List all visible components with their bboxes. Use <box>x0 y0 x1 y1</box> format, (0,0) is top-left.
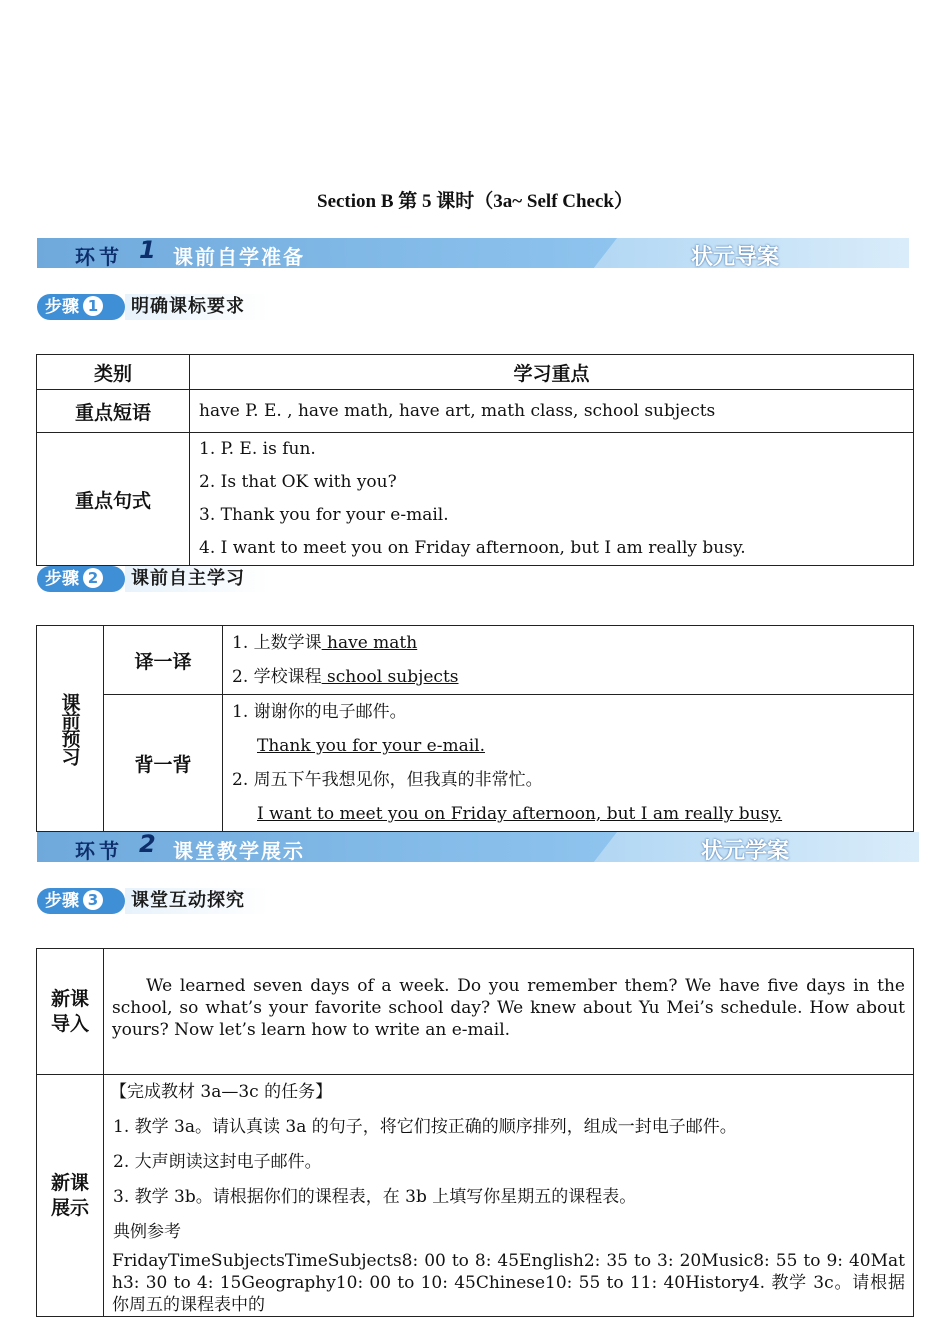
recite-label: 背一背 <box>104 695 223 832</box>
banner-brand: 状元学案 <box>700 839 789 864</box>
sentence-item: 1. P. E. is fun. <box>199 439 316 459</box>
step-label-2 <box>37 566 269 592</box>
intro-label-cell <box>37 949 104 1075</box>
step-pill-text: 步骤 <box>45 891 79 911</box>
table-header-focus: 学习重点 <box>190 355 914 390</box>
sentence-item: 4. I want to meet you on Friday afternoon, but I am really busy. <box>199 538 746 558</box>
step-title: 明确课标要求 <box>125 294 269 320</box>
banner-section-label: 环节 <box>75 839 123 863</box>
step-number: 3 <box>83 890 103 910</box>
show-line: 典例参考 <box>113 1222 181 1242</box>
classroom-table <box>36 948 914 1317</box>
step-pill-text: 步骤 <box>45 297 79 317</box>
show-label: 新课展示 <box>50 1171 89 1219</box>
sentences-cell <box>190 433 914 566</box>
intro-cell <box>104 949 914 1075</box>
step-pill-text: 步骤 <box>45 569 79 589</box>
show-label-cell <box>37 1075 104 1317</box>
section-banner-1 <box>37 238 909 268</box>
translate-cell <box>223 626 914 695</box>
recite-answer: I want to meet you on Friday afternoon, but I am really busy. <box>257 804 783 824</box>
recite-prompt: 1. 谢谢你的电子邮件。 <box>232 702 407 722</box>
step-number: 2 <box>83 568 103 588</box>
step-label-1 <box>37 294 269 320</box>
banner-section-label: 环节 <box>75 245 123 269</box>
recite-cell <box>223 695 914 832</box>
translate-answer: school subjects <box>321 667 459 687</box>
translate-prompt: 2. 学校课程 <box>232 667 322 687</box>
step-title: 课前自主学习 <box>125 566 269 592</box>
phrases-label: 重点短语 <box>37 390 190 433</box>
banner-number: 2 <box>139 830 156 858</box>
banner-number: 1 <box>139 236 156 264</box>
sentence-item: 2. Is that OK with you? <box>199 472 397 492</box>
preview-side-label: 课前预习 <box>58 692 81 765</box>
phrases-cell <box>190 390 914 433</box>
intro-text: We learned seven days of a week. Do you remember them? We have five days in the school, so what’s your favorite school day? We knew about Yu Mei’s schedule. How about yours? Now let’s learn how to write an e-mail. <box>112 976 905 1040</box>
show-line: 2. 大声朗读这封电子邮件。 <box>113 1152 322 1172</box>
sentence-item: 3. Thank you for your e-mail. <box>199 505 449 525</box>
translate-answer: have math <box>321 633 418 653</box>
translate-label: 译一译 <box>104 626 223 695</box>
preview-side-cell <box>37 626 104 832</box>
table-header-category: 类别 <box>37 355 190 390</box>
key-points-table <box>36 354 914 566</box>
step-title: 课堂互动探究 <box>125 888 269 914</box>
recite-prompt: 2. 周五下午我想见你，但我真的非常忙。 <box>232 770 543 790</box>
show-line: 1. 教学 3a。请认真读 3a 的句子，将它们按正确的顺序排列，组成一封电子邮件。 <box>113 1117 737 1137</box>
banner-brand: 状元导案 <box>690 245 779 270</box>
recite-answer: Thank you for your e-mail. <box>257 736 485 756</box>
intro-label: 新课导入 <box>50 987 89 1035</box>
banner-subtitle: 课前自学准备 <box>173 245 305 269</box>
translate-prompt: 1. 上数学课 <box>232 633 322 653</box>
sentences-label: 重点句式 <box>37 433 190 566</box>
section-banner-2 <box>37 832 919 862</box>
preview-table <box>36 625 914 832</box>
schedule-example: FridayTimeSubjectsTimeSubjects8: 00 to 8: 45English2: 35 to 3: 20Music8: 55 to 9: 40Math3: 30 to 4: 15Geography10: 00 to 10: 45Chinese10: 55 to 11: 40History4. 教学 3c。请根据你周五的课程表中的 <box>112 1251 905 1315</box>
show-cell <box>104 1075 914 1317</box>
step-number: 1 <box>83 296 103 316</box>
page-title: Section B 第 5 课时（3a~ Self Check） <box>317 191 633 212</box>
step-label-3 <box>37 888 269 914</box>
show-line: 【完成教材 3a—3c 的任务】 <box>110 1082 333 1102</box>
banner-subtitle: 课堂教学展示 <box>173 839 305 863</box>
phrases-text: have P. E. , have math, have art, math class, school subjects <box>199 400 716 421</box>
show-line: 3. 教学 3b。请根据你们的课程表，在 3b 上填写你星期五的课程表。 <box>113 1187 637 1207</box>
